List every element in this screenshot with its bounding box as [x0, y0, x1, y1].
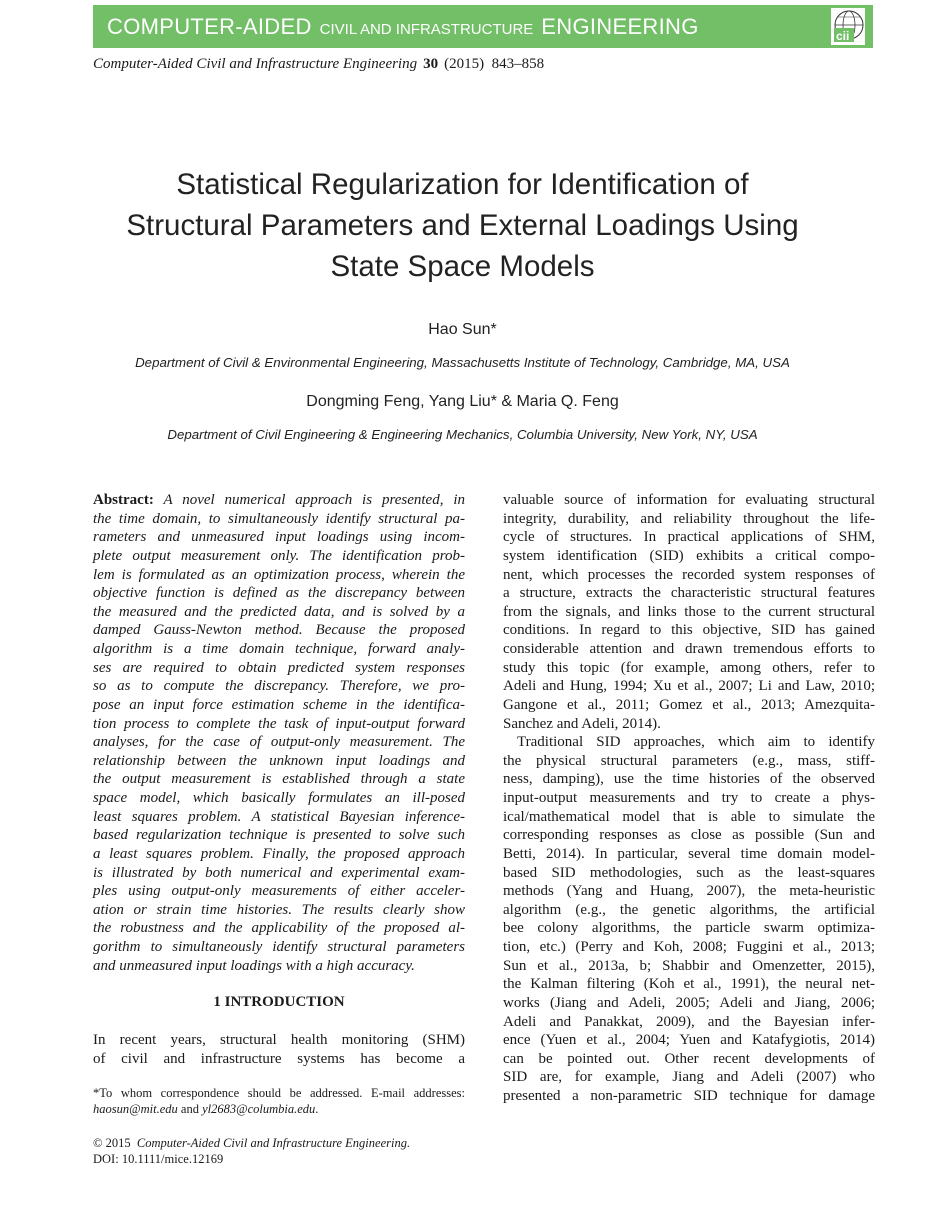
text-line: valuable source of information for evaluating structural — [503, 492, 875, 508]
affiliation-1: Department of Civil & Environmental Engineering, Massachusetts Institute of Technology, Cambridge, MA, USA — [135, 355, 790, 370]
copyright-journal: Computer-Aided Civil and Infrastructure Engineering. — [136, 1136, 411, 1150]
text-line: rameters and unmeasured input loadings using incom- — [93, 529, 465, 546]
text-line: algorithm (e.g., the genetic algorithms, the artificial — [503, 901, 875, 918]
text-line: from the signals, and links those to the current structural — [503, 603, 875, 620]
text-line: considerable attention and drawn tremendous efforts to — [503, 641, 875, 657]
text-line: presented a non-parametric SID technique for damage — [503, 1088, 875, 1104]
text-line: Traditional SID approaches, which aim to identify — [517, 734, 875, 751]
text-line: methods (Yang and Huang, 2007), the meta-heuristic — [503, 883, 875, 900]
svg-text:cii: cii — [836, 29, 850, 43]
text-line: conditions. In regard to this objective, SID has gained — [503, 622, 875, 639]
right-column-text — [503, 491, 875, 1106]
section-heading-introduction: 1 INTRODUCTION — [213, 994, 345, 1010]
text-line: corresponding responses as close as possible (Sun and — [503, 827, 875, 844]
abstract — [93, 491, 465, 975]
title-line: Statistical Regularization for Identification of — [176, 168, 749, 201]
text-line: pose an input force estimation scheme in the identifica- — [93, 696, 465, 713]
text-line: ical/mathematical model that is able to simulate the — [503, 808, 875, 825]
journal-citation — [93, 56, 544, 73]
text-line: gorithm to simultaneously identify structural parameters — [93, 939, 465, 955]
text-line: input-output measurements and try to create a phys- — [503, 790, 875, 806]
text-line: Adeli and Hung, 1994; Xu et al., 2007; Li and Law, 2010; — [503, 678, 875, 695]
text-line: least squares problem. A statistical Bayesian inference- — [93, 808, 465, 825]
text-line — [93, 491, 465, 510]
title-line: State Space Models — [330, 250, 595, 283]
text-line: Sanchez and Adeli, 2014). — [503, 715, 661, 732]
paper-title — [0, 164, 925, 287]
introduction-text — [93, 1031, 465, 1068]
text-line: Sun et al., 2013a, b; Shabbir and Omenzetter, 2015), — [503, 957, 875, 974]
journal-pages: 843–858 — [491, 56, 545, 72]
banner-title — [107, 14, 699, 40]
doi[interactable]: DOI: 10.1111/mice.12169 — [93, 1152, 224, 1166]
journal-name: Computer-Aided Civil and Infrastructure Engineering — [93, 56, 418, 72]
text-line: bee colony algorithms, the particle swarm optimiza- — [503, 920, 875, 937]
copyright-symbol: © — [93, 1136, 103, 1150]
title-line: Structural Parameters and External Loadings Using — [126, 209, 799, 242]
text-line: plete output measurement only. The identification prob- — [93, 547, 465, 564]
text-line: works (Jiang and Adeli, 2005; Adeli and Jiang, 2006; — [503, 994, 875, 1011]
text-line: the robustness and the applicability of the proposed al- — [93, 920, 465, 937]
text-line: tion process to complete the task of input-output forward — [93, 715, 465, 732]
text-line: based SID methodologies, such as the least-squares — [503, 864, 875, 881]
text-line: ation or strain time histories. The results clearly show — [93, 901, 465, 918]
abstract-label: Abstract: — [93, 492, 154, 508]
email-link[interactable]: haosun@mit.edu — [93, 1102, 178, 1116]
author-line-1: Hao Sun* — [428, 321, 497, 338]
text-line: ence (Yuen et al., 2004; Yuen and Katafygiotis, 2014) — [503, 1032, 875, 1049]
banner-part2: CIVIL AND INFRASTRUCTURE — [319, 21, 534, 38]
footnote-and: and — [180, 1102, 199, 1116]
affiliation-2: Department of Civil Engineering & Engineering Mechanics, Columbia University, New York, NY, USA — [167, 427, 758, 442]
text-line: system identification (SID) exhibits a critical compo- — [503, 547, 875, 564]
text-line: analyses, for the case of output-only measurement. The — [93, 734, 465, 751]
copyright-year: 2015 — [105, 1136, 131, 1150]
text-line: In recent years, structural health monitoring (SHM) — [93, 1032, 465, 1048]
text-line: Gangone et al., 2011; Gomez et al., 2013; Amezquita- — [503, 696, 875, 713]
text-line: is illustrated by both numerical and experimental exam- — [93, 864, 465, 881]
footnote-line: *To whom correspondence should be addressed. E-mail addresses: — [93, 1086, 465, 1100]
email-link[interactable]: yl2683@columbia.edu — [202, 1102, 316, 1116]
text-line: so as to compute the discrepancy. Therefore, we pro- — [93, 678, 465, 695]
text-line: integrity, durability, and reliability throughout the life- — [503, 510, 875, 527]
text-line: cycle of structures. In practical applications of SHM, — [503, 529, 875, 546]
correspondence-footnote: *To whom correspondence should be addressed. E-mail addresses: haosun@mit.edu and yl2683@columbia.edu. — [93, 1086, 465, 1116]
text-line: Adeli and Panakkat, 2009), and the Bayesian infer- — [503, 1013, 875, 1030]
text-line: a least squares problem. Finally, the proposed approach — [93, 845, 465, 862]
banner-part1: COMPUTER-AIDED — [107, 14, 312, 39]
text-line: algorithm is a time domain technique, forward analy- — [93, 641, 465, 657]
text-line: SID are, for example, Jiang and Adeli (2007) who — [503, 1069, 875, 1086]
text-line: based regularization technique is presented to solve such — [93, 827, 465, 844]
text-line: relationship between the unknown input loadings and — [93, 752, 465, 769]
text-line: the output measurement is established through a state — [93, 771, 465, 788]
text-line: space model, which basically formulates an ill-posed — [93, 790, 465, 806]
author-line-2: Dongming Feng, Yang Liu* & Maria Q. Feng — [306, 393, 619, 410]
text-line: the physical structural parameters (e.g., mass, stiff- — [503, 752, 875, 769]
text-line: the time domain, to simultaneously identify structural pa- — [93, 510, 465, 527]
text-line: of civil and infrastructure systems has become a — [93, 1050, 465, 1067]
journal-volume: 30 — [423, 56, 439, 72]
journal-logo-icon — [831, 8, 865, 45]
abstract-text: A novel numerical approach is presented, in — [163, 492, 465, 508]
text-line: the Kalman filtering (Koh et al., 1991), the neural net- — [503, 976, 875, 993]
text-line: and unmeasured input loadings with a high accuracy. — [93, 957, 415, 974]
text-line: nent, which processes the recorded system responses of — [503, 566, 875, 583]
text-line: ses are required to obtain predicted system responses — [93, 659, 465, 676]
text-line: ples using output-only measurements of either acceler- — [93, 883, 465, 900]
journal-year: (2015) — [444, 56, 485, 72]
text-line: objective function is defined as the discrepancy between — [93, 585, 465, 602]
text-line: damped Gauss-Newton method. Because the proposed — [93, 622, 465, 639]
text-line: Betti, 2014). In particular, several time domain model- — [503, 845, 875, 862]
banner-part3: ENGINEERING — [541, 14, 699, 39]
copyright-block — [93, 1135, 465, 1167]
text-line: lem is formulated as an optimization process, wherein the — [93, 566, 465, 583]
journal-banner — [93, 5, 873, 48]
text-line: tion, etc.) (Perry and Koh, 2008; Fuggini et al., 2013; — [503, 939, 875, 955]
text-line: can be pointed out. Other recent developments of — [503, 1050, 875, 1067]
text-line: ness, damping), use the time histories of the observed — [503, 771, 875, 788]
text-line: a structure, extracts the characteristic structural features — [503, 585, 875, 602]
text-line: the measured and the predicted data, and is solved by a — [93, 603, 465, 620]
text-line: study this topic (for example, among others, refer to — [503, 659, 875, 676]
